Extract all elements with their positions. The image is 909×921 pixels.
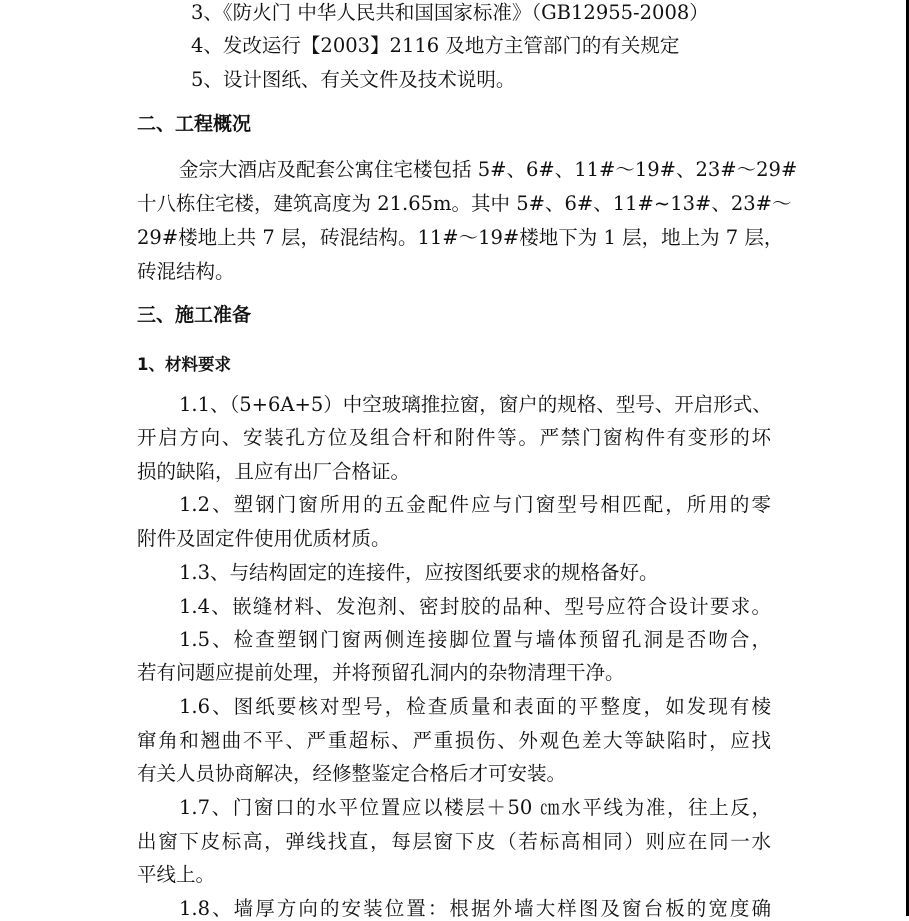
reference-item-5: 5、设计图纸、有关文件及技术说明。 [191, 68, 516, 91]
overview-line-4: 砖混结构。 [137, 260, 235, 283]
item-1-5-line-1: 1.5、检查塑钢门窗两侧连接脚位置与墙体预留孔洞是否吻合， [179, 628, 771, 651]
section-heading-construction-prep: 三、施工准备 [137, 304, 252, 326]
reference-item-3: 3、《防火门 中华人民共和国国家标准》（GB12955-2008） [191, 1, 709, 24]
item-1-3: 1.3、与结构固定的连接件，应按图纸要求的规格备好。 [179, 561, 659, 584]
item-1-5-line-2: 若有问题应提前处理，并将预留孔洞内的杂物清理干净。 [137, 661, 625, 684]
item-1-7-line-1: 1.7、门窗口的水平位置应以楼层＋50 ㎝水平线为准，往上反， [179, 796, 771, 819]
item-1-8-line-1: 1.8、墙厚方向的安装位置：根据外墙大样图及窗台板的宽度确 [179, 897, 771, 920]
item-1-1-line-2: 开启方向、安装孔方位及组合杆和附件等。严禁门窗构件有变形的坏 [137, 426, 771, 449]
overview-line-1: 金宗大酒店及配套公寓住宅楼包括 5#、6#、11#～19#、23#～29# [179, 158, 798, 181]
item-1-6-line-3: 有关人员协商解决，经修整鉴定合格后才可安装。 [137, 762, 567, 785]
item-1-4: 1.4、嵌缝材料、发泡剂、密封胶的品种、型号应符合设计要求。 [179, 595, 771, 618]
item-1-7-line-2: 出窗下皮标高，弹线找直，每层窗下皮（若标高相同）则应在同一水 [137, 830, 771, 853]
overview-line-2: 十八栋住宅楼，建筑高度为 21.65m。其中 5#、6#、11#~13#、23#～ [137, 192, 792, 215]
item-1-2-line-1: 1.2、塑钢门窗所用的五金配件应与门窗型号相匹配，所用的零 [179, 493, 771, 516]
item-1-7-line-3: 平线上。 [137, 863, 216, 886]
reference-item-4: 4、发改运行【2003】2116 及地方主管部门的有关规定 [191, 34, 680, 57]
item-1-2-line-2: 附件及固定件使用优质材质。 [137, 527, 391, 550]
item-1-6-line-2: 窜角和翘曲不平、严重超标、严重损伤、外观色差大等缺陷时，应找 [137, 729, 771, 752]
item-1-1-line-1: 1.1、（5+6A+5）中空玻璃推拉窗，窗户的规格、型号、开启形式、 [179, 393, 772, 416]
subsection-heading-materials: 1、材料要求 [137, 355, 231, 374]
item-1-6-line-1: 1.6、图纸要核对型号，检查质量和表面的平整度，如发现有棱 [179, 695, 771, 718]
section-heading-project-overview: 二、工程概况 [137, 113, 252, 135]
overview-line-3: 29#楼地上共 7 层，砖混结构。11#～19#楼地下为 1 层，地上为 7 层， [137, 226, 784, 249]
item-1-1-line-3: 损的缺陷，且应有出厂合格证。 [137, 460, 411, 483]
